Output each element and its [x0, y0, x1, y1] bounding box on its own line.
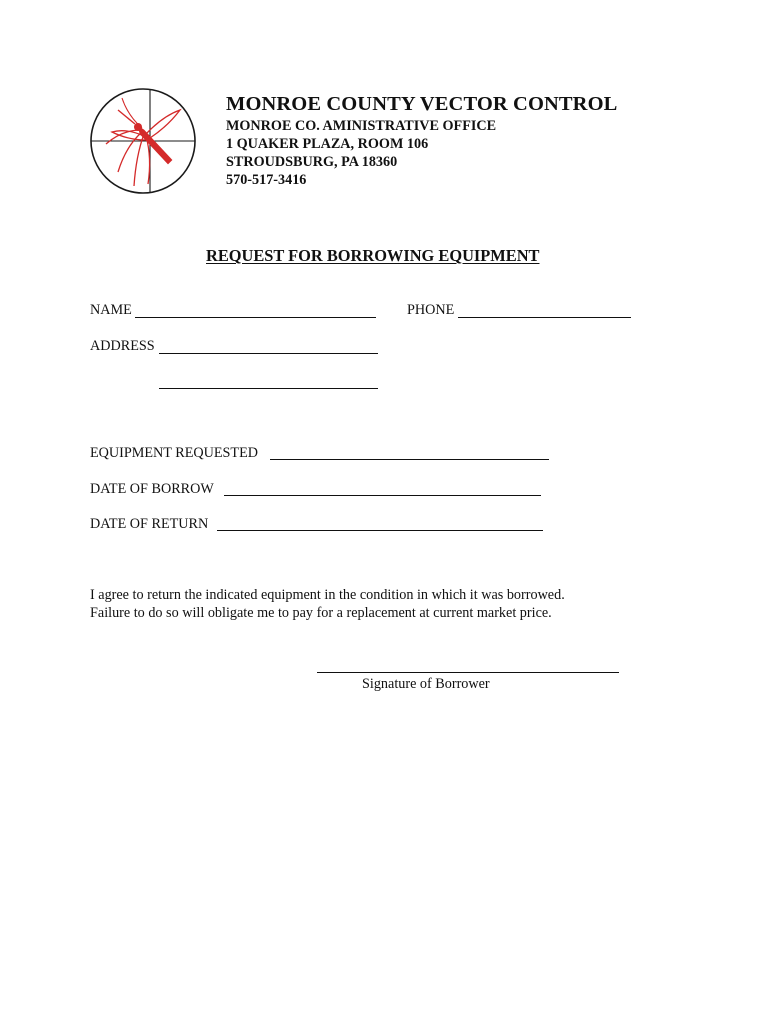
agreement-line-1: I agree to return the indicated equipment in the condition in which it was borrowed. — [90, 587, 565, 603]
date-borrow-label: DATE OF BORROW — [90, 481, 214, 497]
street-address: 1 QUAKER PLAZA, ROOM 106 — [226, 136, 429, 152]
phone-field[interactable] — [458, 317, 631, 318]
vector-control-logo — [88, 86, 198, 196]
name-label: NAME — [90, 302, 132, 318]
date-borrow-field[interactable] — [224, 495, 541, 496]
address-field-line-2[interactable] — [159, 388, 378, 389]
address-field-line-1[interactable] — [159, 353, 378, 354]
mosquito-icon — [106, 98, 180, 186]
signature-label: Signature of Borrower — [362, 676, 490, 692]
address-label: ADDRESS — [90, 338, 155, 354]
office-phone: 570-517-3416 — [226, 172, 307, 188]
organization-title: MONROE COUNTY VECTOR CONTROL — [226, 93, 618, 115]
phone-label: PHONE — [407, 302, 455, 318]
city-state-zip: STROUDSBURG, PA 18360 — [226, 154, 398, 170]
date-return-field[interactable] — [217, 530, 543, 531]
office-name: MONROE CO. AMINISTRATIVE OFFICE — [226, 118, 497, 134]
name-field[interactable] — [135, 317, 376, 318]
form-title: REQUEST FOR BORROWING EQUIPMENT — [206, 246, 540, 265]
equipment-label: EQUIPMENT REQUESTED — [90, 445, 259, 461]
equipment-field[interactable] — [270, 459, 549, 460]
agreement-line-2: Failure to do so will obligate me to pay for a replacement at current market price. — [90, 605, 552, 621]
signature-field[interactable] — [317, 672, 619, 673]
date-return-label: DATE OF RETURN — [90, 516, 209, 532]
